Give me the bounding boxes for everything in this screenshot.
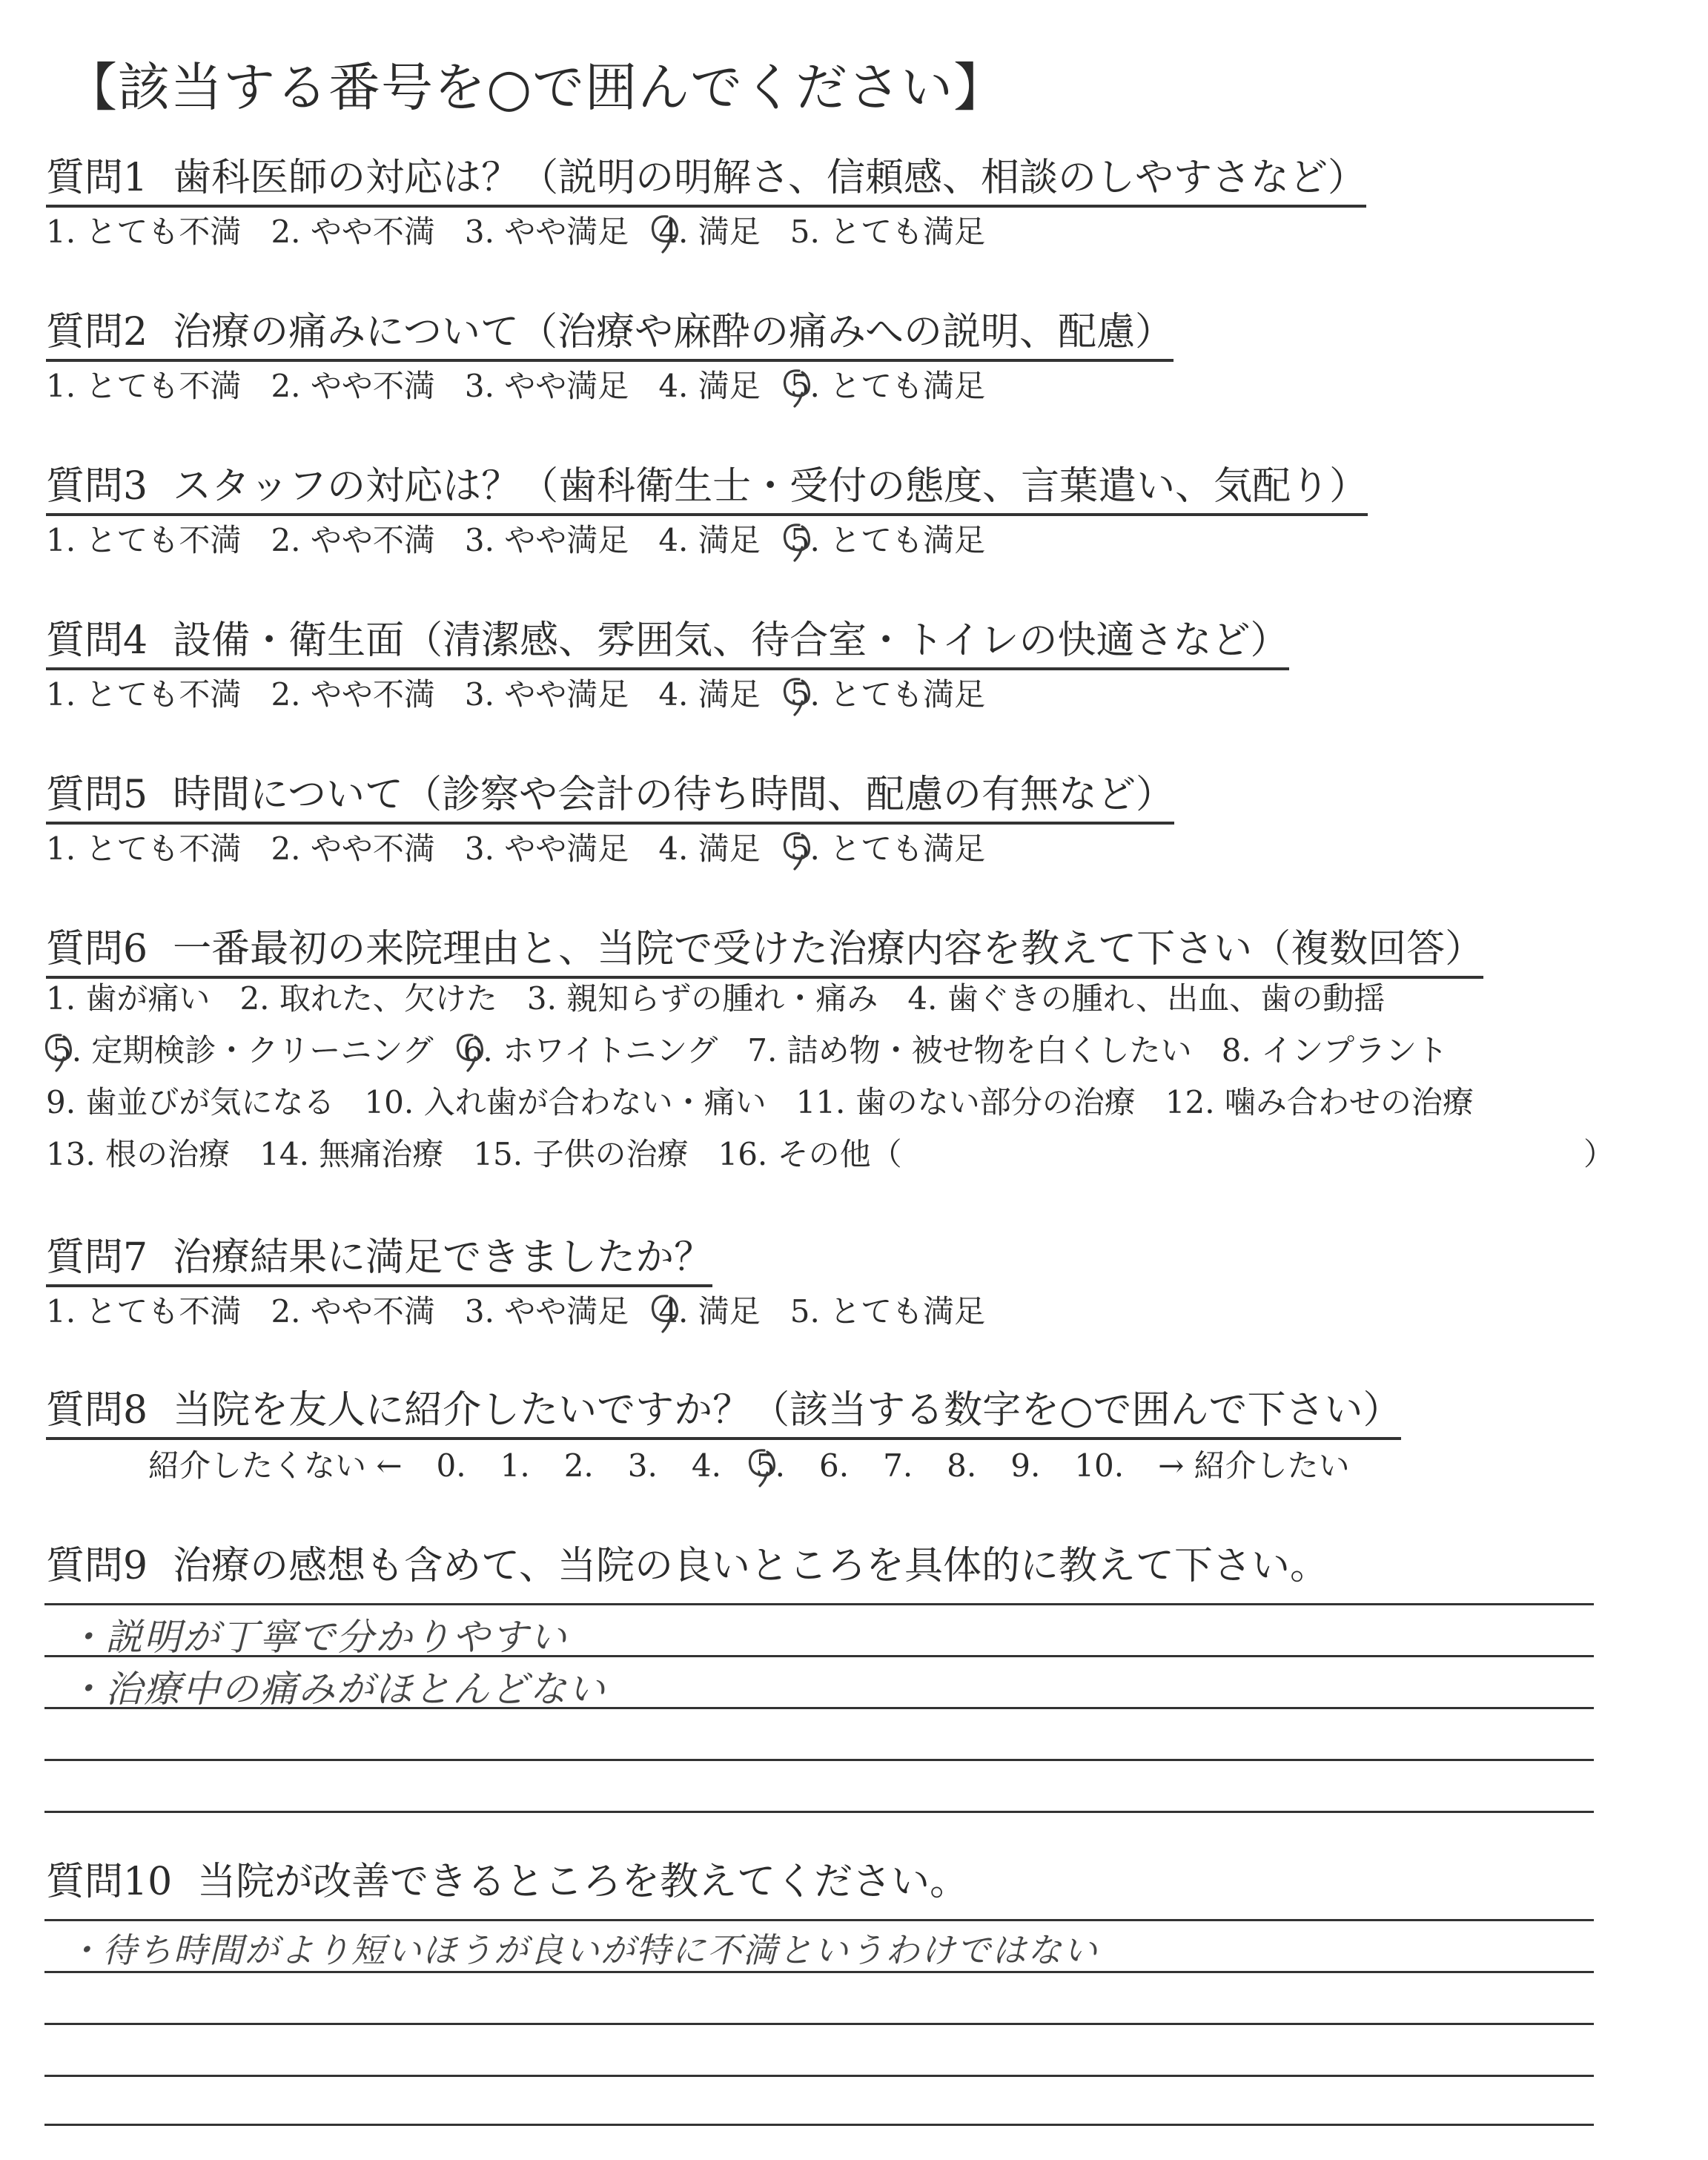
question-8-scale (148, 1447, 1350, 1484)
option-4[interactable]: 4. 満足 (658, 1293, 760, 1330)
option-3[interactable]: 3. やや満足 (464, 1293, 629, 1330)
handwritten-answer-1[interactable]: ・説明が丁寧で分かりやすい (67, 1616, 568, 1659)
selection-circle-mark (42, 1031, 74, 1072)
question-10-heading (46, 1860, 968, 1904)
option-4[interactable]: 4. 満足 (658, 522, 761, 558)
question-4-options (46, 676, 985, 713)
option-2[interactable]: 2. やや不満 (271, 830, 435, 867)
scale-2[interactable]: 2. (563, 1447, 594, 1484)
selection-circle-mark (745, 1446, 778, 1487)
option-5[interactable]: 5. とても満足 (790, 1293, 986, 1330)
option-5[interactable]: 5. とても満足 (790, 830, 985, 868)
question-number: 質問1 (46, 156, 148, 200)
option-1[interactable]: 1. とても不満 (46, 522, 242, 558)
question-6-row-4 (46, 1136, 902, 1173)
option-10[interactable]: 10. 入れ歯が合わない・痛い (364, 1084, 767, 1120)
question-number: 質問6 (46, 927, 148, 971)
option-1[interactable]: 1. とても不満 (46, 1293, 242, 1330)
option-16[interactable]: 16. その他（ (718, 1136, 902, 1172)
option-2[interactable]: 2. やや不満 (271, 676, 435, 713)
option-3[interactable]: 3. やや満足 (464, 830, 629, 867)
option-13[interactable]: 13. 根の治療 (46, 1136, 231, 1172)
option-5[interactable]: 5. とても満足 (790, 214, 986, 250)
option-2[interactable]: 2. やや不満 (271, 214, 435, 250)
scale-7[interactable]: 7. (883, 1447, 913, 1484)
answer-line (44, 1811, 1594, 1813)
question-2-heading (46, 310, 1174, 362)
question-1-heading (46, 156, 1366, 208)
question-6-row-3 (46, 1084, 1474, 1121)
option-4[interactable]: 4. 満足 (658, 676, 761, 713)
question-text: 設備・衛生面（清潔感、雰囲気、待合室・トイレの快適さなど） (173, 618, 1289, 663)
question-text: 治療結果に満足できましたか？ (173, 1235, 713, 1280)
answer-line (44, 2023, 1594, 2025)
question-number: 質問3 (46, 464, 148, 509)
other-field-close-paren: ） (1583, 1136, 1615, 1172)
option-3[interactable]: 3. 親知らずの腫れ・痛み (526, 980, 878, 1017)
selection-circle-mark (453, 1031, 486, 1072)
question-5-options (46, 830, 985, 868)
form-title: 【該当する番号を○で囲んでください】 (65, 57, 1007, 118)
question-text: 当院を友人に紹介したいですか？（該当する数字を○で囲んで下さい） (173, 1388, 1402, 1433)
question-7-heading (46, 1235, 712, 1287)
option-4[interactable]: 4. 満足 (658, 830, 761, 867)
scale-6[interactable]: 6. (819, 1447, 850, 1484)
option-4[interactable]: 4. 歯ぐきの腫れ、出血、歯の動揺 (907, 980, 1386, 1017)
question-6-row-2 (52, 1032, 1448, 1069)
scale-1[interactable]: 1. (500, 1447, 530, 1484)
scale-8[interactable]: 8. (947, 1447, 977, 1484)
scale-9[interactable]: 9. (1010, 1447, 1041, 1484)
option-14[interactable]: 14. 無痛治療 (259, 1136, 444, 1172)
option-2[interactable]: 2. やや不満 (271, 368, 435, 404)
option-11[interactable]: 11. 歯のない部分の治療 (795, 1084, 1136, 1120)
option-2[interactable]: 2. やや不満 (271, 522, 435, 558)
question-text: 時間について（診察や会計の待ち時間、配慮の有無など） (173, 773, 1175, 817)
question-number: 質問8 (46, 1388, 148, 1433)
answer-line (44, 1655, 1594, 1657)
question-text: 治療の痛みについて（治療や麻酔の痛みへの説明、配慮） (173, 310, 1174, 354)
option-4[interactable]: 4. 満足 (658, 368, 761, 404)
answer-line (44, 1759, 1594, 1761)
question-8-heading (46, 1388, 1401, 1440)
selection-circle-mark (780, 366, 812, 408)
option-2[interactable]: 2. 取れた、欠けた (239, 980, 497, 1017)
option-5[interactable]: 5. とても満足 (790, 676, 985, 713)
question-number: 質問4 (46, 618, 148, 663)
scale-0[interactable]: 0. (436, 1447, 466, 1484)
scale-right-label: → 紹介したい (1158, 1447, 1350, 1484)
question-text: 当院が改善できるところを教えてください。 (197, 1860, 969, 1904)
scale-10[interactable]: 10. (1074, 1447, 1125, 1484)
option-1[interactable]: 1. とても不満 (46, 214, 242, 250)
selection-circle-mark (648, 1292, 681, 1333)
question-7-options (46, 1293, 985, 1330)
question-number: 質問10 (46, 1860, 173, 1904)
option-6[interactable]: 6. ホワイトニング (463, 1032, 718, 1069)
selection-circle-mark (780, 521, 812, 562)
option-5[interactable]: 5. とても満足 (790, 368, 985, 405)
question-3-heading (46, 464, 1368, 516)
answer-line (44, 1971, 1594, 1973)
question-text: 一番最初の来院理由と、当院で受けた治療内容を教えて下さい（複数回答） (173, 927, 1484, 971)
answer-line (44, 1603, 1594, 1605)
option-3[interactable]: 3. やや満足 (464, 522, 629, 558)
question-3-options (46, 522, 985, 559)
option-8[interactable]: 8. インプラント (1221, 1032, 1449, 1069)
answer-line (44, 1919, 1594, 1921)
question-number: 質問7 (46, 1235, 148, 1280)
question-9-heading (46, 1544, 1328, 1588)
option-7[interactable]: 7. 詰め物・被せ物を白くしたい (747, 1032, 1192, 1069)
question-1-options (46, 214, 985, 251)
answer-line (44, 1707, 1594, 1709)
option-3[interactable]: 3. やや満足 (464, 676, 629, 713)
option-1[interactable]: 1. とても不満 (46, 830, 242, 867)
question-text: 治療の感想も含めて、当院の良いところを具体的に教えて下さい。 (173, 1544, 1329, 1588)
option-15[interactable]: 15. 子供の治療 (473, 1136, 689, 1172)
option-1[interactable]: 1. 歯が痛い (46, 980, 211, 1017)
question-2-options (46, 368, 985, 405)
question-6-row-1 (46, 980, 1385, 1017)
scale-4[interactable]: 4. (691, 1447, 721, 1484)
scale-left-label: 紹介したくない ← (148, 1447, 403, 1484)
question-text: 歯科医師の対応は？（説明の明解さ、信頼感、相談のしやすさなど） (173, 156, 1367, 200)
option-2[interactable]: 2. やや不満 (271, 1293, 435, 1330)
scale-5[interactable]: 5. (755, 1447, 785, 1484)
question-number: 質問9 (46, 1544, 148, 1588)
option-3[interactable]: 3. やや満足 (464, 214, 629, 250)
option-3[interactable]: 3. やや満足 (464, 368, 629, 404)
answer-line (44, 2075, 1594, 2077)
question-number: 質問2 (46, 310, 148, 354)
question-6-heading (46, 927, 1483, 979)
selection-circle-mark (648, 212, 681, 254)
option-12[interactable]: 12. 噛み合わせの治療 (1165, 1084, 1474, 1120)
selection-circle-mark (780, 675, 812, 716)
option-1[interactable]: 1. とても不満 (46, 676, 242, 713)
question-4-heading (46, 618, 1289, 670)
option-4[interactable]: 4. 満足 (658, 214, 760, 251)
question-text: スタッフの対応は？（歯科衛生士・受付の態度、言葉遣い、気配り） (173, 464, 1368, 509)
handwritten-answer-1[interactable]: ・待ち時間がより短いほうが良いが特に不満というわけではない (67, 1930, 1099, 1970)
option-9[interactable]: 9. 歯並びが気になる (46, 1084, 335, 1120)
selection-circle-mark (780, 829, 812, 871)
option-1[interactable]: 1. とても不満 (46, 368, 242, 404)
question-5-heading (46, 773, 1174, 825)
handwritten-answer-2[interactable]: ・治療中の痛みがほとんどない (67, 1668, 606, 1711)
question-number: 質問5 (46, 773, 148, 817)
option-5[interactable]: 5. 定期検診・クリーニング (52, 1032, 434, 1069)
scale-3[interactable]: 3. (627, 1447, 658, 1484)
answer-line (44, 2124, 1594, 2126)
option-5[interactable]: 5. とても満足 (790, 522, 985, 559)
